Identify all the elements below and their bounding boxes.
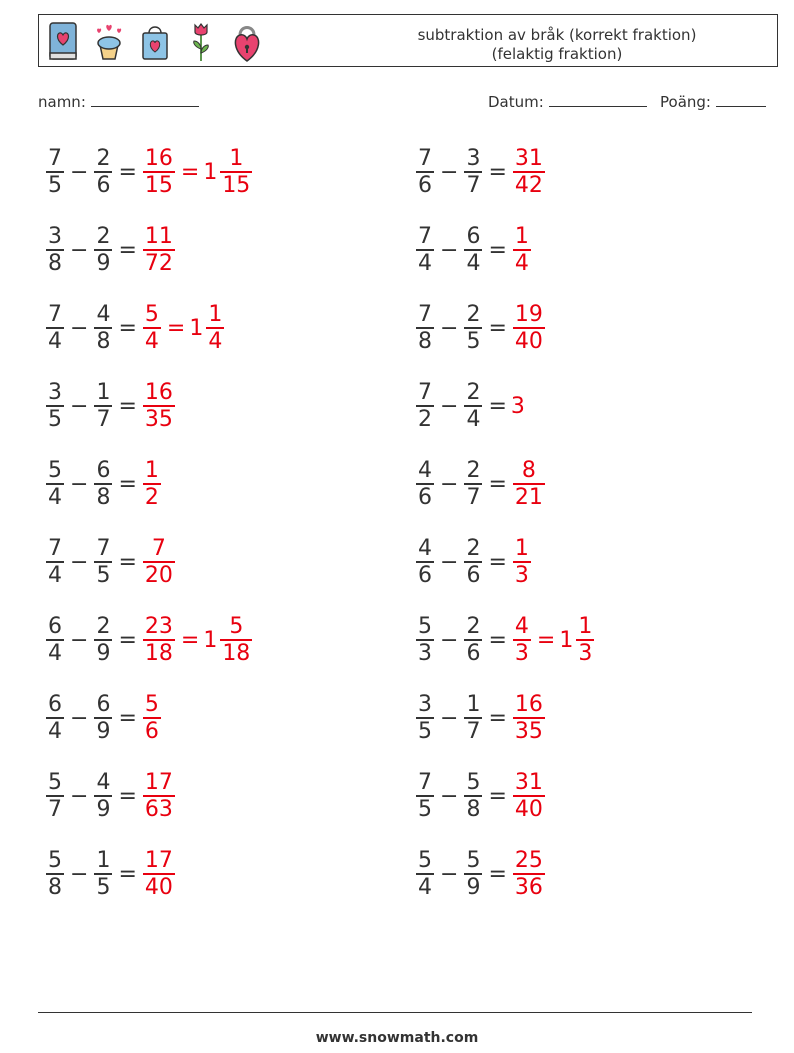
denominator: 35 [514,718,543,744]
minus-sign: − [440,705,459,731]
minus-sign: − [440,783,459,809]
denominator: 6 [96,172,111,198]
numerator: 1 [96,848,111,874]
numerator: 1 [208,302,223,328]
numerator: 2 [96,614,111,640]
numerator: 2 [466,458,481,484]
denominator: 8 [418,328,432,354]
problem-item [44,220,177,280]
fraction [143,614,175,666]
denominator: 5 [418,718,432,744]
numerator: 1 [514,224,529,250]
fraction [143,302,161,354]
equals-sign: = [118,705,137,731]
minus-sign: − [70,315,89,341]
footer-divider [38,1012,752,1013]
numerator: 7 [418,380,432,406]
numerator: 16 [144,380,173,406]
fraction [513,848,545,900]
denominator: 5 [466,328,481,354]
minus-sign: − [440,393,459,419]
denominator: 9 [96,718,111,744]
denominator: 40 [514,796,543,822]
denominator: 6 [418,484,432,510]
minus-sign: − [440,627,459,653]
fraction [143,458,161,510]
fraction [416,146,434,198]
fraction [464,536,482,588]
numerator: 3 [48,380,62,406]
fraction [206,302,224,354]
numerator: 2 [96,224,111,250]
name-label: namn: [38,93,86,111]
denominator: 7 [466,718,481,744]
denominator: 6 [466,640,481,666]
denominator: 4 [418,874,432,900]
numerator: 2 [466,614,481,640]
denominator: 4 [208,328,223,354]
fraction [464,224,482,276]
problem-item [414,532,533,592]
footer-url: www.snowmath.com [315,1030,479,1046]
numerator: 5 [418,848,432,874]
numerator: 6 [96,458,111,484]
numerator: 4 [96,302,111,328]
problem-item [414,376,525,436]
equals-sign: = [118,627,137,653]
date-label: Datum: [488,93,544,111]
denominator: 18 [144,640,173,666]
numerator: 4 [418,458,432,484]
fraction [464,848,482,900]
problem-item [44,298,226,358]
name-blank[interactable] [91,92,199,107]
equals-sign: = [118,237,137,263]
title-line-1: subtraktion av bråk (korrekt fraktion) [417,26,697,44]
numerator: 16 [514,692,543,718]
score-blank[interactable] [716,92,766,107]
equals-sign: = [118,861,137,887]
problem-item [44,688,163,748]
fraction [416,614,434,666]
equals-sign: = [488,705,507,731]
denominator: 42 [514,172,543,198]
equals-sign: = [488,237,507,263]
fraction [94,614,112,666]
fraction [46,380,64,432]
numerator: 7 [418,770,432,796]
problem-item [414,142,547,202]
denominator: 5 [418,796,432,822]
fraction [143,380,175,432]
numerator: 11 [144,224,173,250]
denominator: 2 [418,406,432,432]
fraction [416,692,434,744]
denominator: 9 [96,796,111,822]
problem-item [414,220,533,280]
minus-sign: − [440,159,459,185]
fraction [94,458,112,510]
numerator: 7 [48,146,62,172]
numerator: 5 [48,458,62,484]
fraction [513,614,531,666]
minus-sign: − [440,237,459,263]
fraction [416,848,434,900]
denominator: 3 [578,640,593,666]
denominator: 21 [514,484,543,510]
fraction [464,380,482,432]
numerator: 5 [466,770,481,796]
score-label: Poäng: [660,93,711,111]
minus-sign: − [70,237,89,263]
fraction [46,302,64,354]
denominator: 4 [48,484,62,510]
fraction [94,770,112,822]
fraction [464,692,482,744]
problem-item [414,766,547,826]
problem-item [44,766,177,826]
fraction [94,848,112,900]
numerator: 5 [48,848,62,874]
equals-sign: = [488,861,507,887]
numerator: 5 [466,848,481,874]
minus-sign: − [440,549,459,575]
equals-sign: = [118,393,137,419]
fraction [143,536,175,588]
numerator: 7 [418,224,432,250]
equals-sign: = [488,315,507,341]
problem-item [414,454,547,514]
equals-sign: = [180,627,200,653]
mixed-whole: 1 [203,627,218,653]
numerator: 31 [514,146,543,172]
denominator: 6 [418,172,432,198]
numerator: 7 [418,146,432,172]
denominator: 5 [96,874,111,900]
equals-sign: = [488,471,507,497]
numerator: 6 [48,614,62,640]
minus-sign: − [70,471,89,497]
heart-book-icon [45,19,81,63]
fraction [94,302,112,354]
equals-sign: = [118,549,137,575]
denominator: 4 [48,718,62,744]
denominator: 36 [514,874,543,900]
numerator: 6 [96,692,111,718]
denominator: 8 [96,328,111,354]
numerator: 25 [514,848,543,874]
numerator: 5 [229,614,244,640]
denominator: 35 [144,406,173,432]
minus-sign: − [440,861,459,887]
worksheet-title [377,26,737,64]
numerator: 1 [514,536,529,562]
fraction [513,536,531,588]
fraction [46,770,64,822]
denominator: 4 [48,640,62,666]
denominator: 4 [144,328,159,354]
fraction [46,224,64,276]
numerator: 17 [144,770,173,796]
denominator: 15 [222,172,251,198]
fraction [416,224,434,276]
minus-sign: − [70,783,89,809]
fraction [416,458,434,510]
denominator: 4 [466,406,481,432]
title-line-2: (felaktig fraktion) [491,45,623,63]
denominator: 3 [418,640,432,666]
numerator: 3 [48,224,62,250]
numerator: 8 [521,458,536,484]
numerator: 1 [144,458,159,484]
denominator: 8 [96,484,111,510]
denominator: 6 [418,562,432,588]
denominator: 7 [96,406,111,432]
problem-item [44,142,254,202]
problem-item [44,376,177,436]
equals-sign: = [536,627,556,653]
mixed-whole: 1 [203,159,218,185]
numerator: 1 [229,146,244,172]
denominator: 4 [48,328,62,354]
minus-sign: − [70,549,89,575]
fraction [94,692,112,744]
numerator: 4 [96,770,111,796]
fraction [416,380,434,432]
fraction [46,536,64,588]
denominator: 6 [466,562,481,588]
fraction [143,770,175,822]
numerator: 5 [48,770,62,796]
equals-sign: = [118,471,137,497]
mixed-whole: 1 [189,315,204,341]
numerator: 19 [514,302,543,328]
equals-sign: = [488,549,507,575]
numerator: 5 [418,614,432,640]
numerator: 4 [418,536,432,562]
fraction [513,302,545,354]
denominator: 9 [466,874,481,900]
numerator: 7 [96,536,111,562]
denominator: 4 [466,250,481,276]
denominator: 6 [144,718,159,744]
denominator: 8 [48,250,62,276]
numerator: 7 [48,302,62,328]
denominator: 40 [514,328,543,354]
denominator: 5 [48,406,62,432]
cupcake-hearts-icon [91,19,127,63]
problem-item [44,454,163,514]
equals-sign: = [488,159,507,185]
fraction [46,848,64,900]
minus-sign: − [70,861,89,887]
heart-bag-icon [137,19,173,63]
denominator: 18 [222,640,251,666]
rose-icon [183,19,219,63]
problem-item [44,844,177,904]
numerator: 2 [466,302,481,328]
denominator: 4 [48,562,62,588]
score-field [660,92,766,111]
numerator: 3 [418,692,432,718]
problem-item [414,688,547,748]
fraction [513,224,531,276]
denominator: 40 [144,874,173,900]
problem-item [44,610,254,670]
fraction [220,614,252,666]
numerator: 1 [96,380,111,406]
numerator: 1 [466,692,481,718]
equals-sign: = [118,783,137,809]
fraction [464,614,482,666]
numerator: 7 [151,536,166,562]
fraction [94,380,112,432]
denominator: 4 [418,250,432,276]
numerator: 5 [144,692,159,718]
denominator: 2 [144,484,159,510]
equals-sign: = [488,783,507,809]
fraction [46,614,64,666]
fraction [46,692,64,744]
numerator: 4 [514,614,529,640]
denominator: 9 [96,640,111,666]
fraction [513,770,545,822]
fraction [464,770,482,822]
fraction [416,770,434,822]
numerator: 17 [144,848,173,874]
fraction [416,536,434,588]
fraction [94,146,112,198]
minus-sign: − [70,159,89,185]
denominator: 7 [466,172,481,198]
denominator: 3 [514,640,529,666]
header-icons [45,19,265,63]
denominator: 3 [514,562,529,588]
equals-sign: = [488,393,507,419]
minus-sign: − [440,471,459,497]
numerator: 5 [144,302,159,328]
fraction [464,146,482,198]
minus-sign: − [70,393,89,419]
denominator: 7 [48,796,62,822]
mixed-whole: 1 [559,627,574,653]
fraction [94,536,112,588]
numerator: 31 [514,770,543,796]
problem-item [414,844,547,904]
problem-item [44,532,177,592]
numerator: 1 [578,614,593,640]
numerator: 7 [48,536,62,562]
denominator: 20 [144,562,173,588]
worksheet-header [38,14,778,67]
numerator: 7 [418,302,432,328]
denominator: 72 [144,250,173,276]
fraction [46,146,64,198]
equals-sign: = [180,159,200,185]
denominator: 5 [96,562,111,588]
numerator: 6 [48,692,62,718]
name-field [38,92,199,111]
denominator: 63 [144,796,173,822]
minus-sign: − [70,705,89,731]
fraction [94,224,112,276]
problem-item [414,298,547,358]
answer-whole: 3 [510,393,525,419]
fraction [143,224,175,276]
minus-sign: − [440,315,459,341]
date-blank[interactable] [549,92,647,107]
equals-sign: = [488,627,507,653]
fraction [464,458,482,510]
fraction [513,692,545,744]
numerator: 3 [466,146,481,172]
numerator: 2 [466,536,481,562]
problem-item [414,610,596,670]
numerator: 2 [96,146,111,172]
equals-sign: = [118,159,137,185]
fraction [416,302,434,354]
fraction [143,848,175,900]
denominator: 8 [466,796,481,822]
denominator: 15 [144,172,173,198]
denominator: 8 [48,874,62,900]
fraction [143,146,175,198]
fraction [513,146,545,198]
denominator: 4 [514,250,529,276]
numerator: 16 [144,146,173,172]
denominator: 7 [466,484,481,510]
date-field [488,92,647,111]
denominator: 5 [48,172,62,198]
equals-sign: = [166,315,186,341]
fraction [464,302,482,354]
numerator: 2 [466,380,481,406]
fraction [143,692,161,744]
fraction [513,458,545,510]
numerator: 23 [144,614,173,640]
minus-sign: − [70,627,89,653]
equals-sign: = [118,315,137,341]
fraction [576,614,594,666]
denominator: 9 [96,250,111,276]
heart-lock-icon [229,19,265,63]
numerator: 6 [466,224,481,250]
fraction [46,458,64,510]
fraction [220,146,252,198]
